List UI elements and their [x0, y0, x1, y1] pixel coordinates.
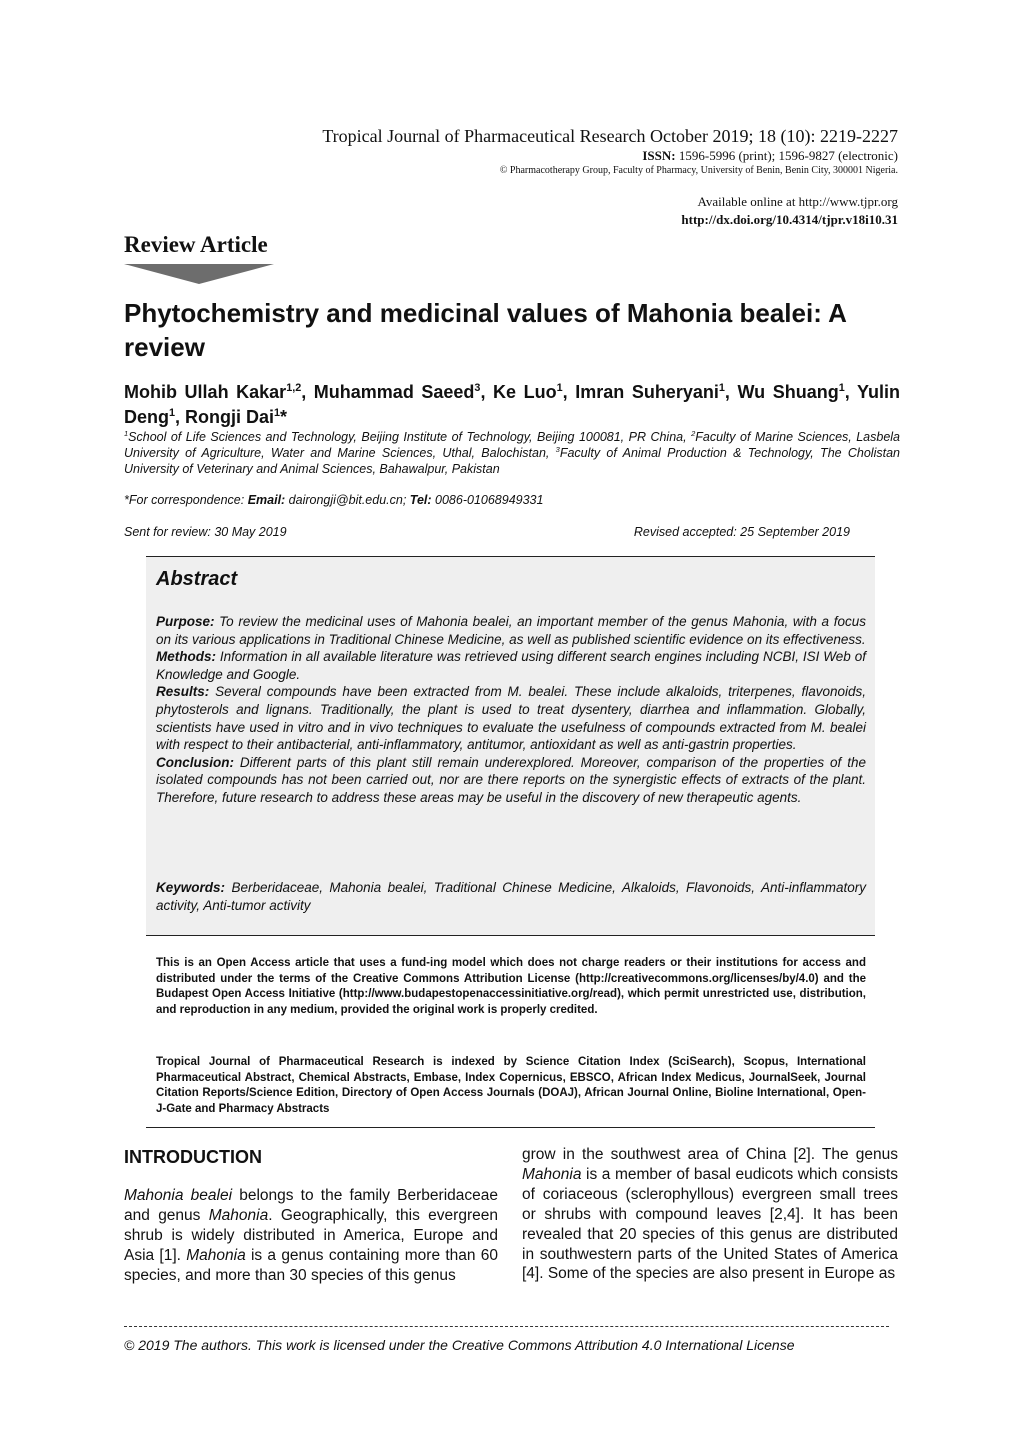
- author-name: Ke Luo: [493, 382, 557, 402]
- methods-text: Information in all available literature was retrieved using different search engines including NCBI, ISI Web of Knowledge and Google.: [156, 649, 866, 682]
- article-type: Review Article: [124, 232, 268, 257]
- issn-line: [642, 148, 898, 164]
- introduction-heading: INTRODUCTION: [124, 1147, 262, 1167]
- intro-text: grow in the southwest area of China [2]. The genus: [522, 1146, 898, 1163]
- footer-license: © 2019 The authors. This work is licensed under the Creative Commons Attribution 4.0 International License: [124, 1337, 795, 1353]
- conclusion-text: Different parts of this plant still remain underexplored. Moreover, comparison of the properties of the isolated compounds has not been carried out, nor are there reports on the synergistic effects of extracts of the plant. Therefore, future research to address these areas may be useful in the discovery of new therapeutic agents.: [156, 754, 866, 805]
- abstract-purpose: [156, 613, 866, 648]
- open-access-box: [146, 935, 875, 1128]
- footer-divider: [124, 1326, 889, 1327]
- genus-name: Mahonia: [186, 1246, 246, 1264]
- author: [737, 382, 857, 402]
- intro-paragraph-1-cont: [522, 1145, 898, 1284]
- author: [314, 382, 493, 402]
- affiliation-text: School of Life Sciences and Technology, Beijing Institute of Technology, Beijing 100081, PR China,: [128, 430, 692, 444]
- correspondence-prefix: *For correspondence:: [124, 493, 248, 507]
- intro-text: is a member of basal eudicots which consists of coriaceous (sclerophyllous) evergreen small trees or shrubs with compound leaves [2,4]. It has been revealed that 20 species of this genus are distributed in southwestern parts of the United States of America [4]. Some of the species are also present in Europe as: [522, 1165, 898, 1283]
- revised-date: Revised accepted: 25 September 2019: [633, 525, 850, 539]
- author-separator: ,: [175, 407, 186, 427]
- author-separator: ,: [844, 382, 857, 402]
- intro-text: belongs to the family Berberidaceae and genus: [124, 1187, 498, 1224]
- author-affiliation-mark: 3: [474, 382, 481, 394]
- author-separator: ,: [480, 382, 494, 402]
- author-affiliation-mark: 1: [169, 407, 176, 419]
- affiliations: [124, 429, 900, 477]
- keywords-text: Berberidaceae, Mahonia bealei, Traditional Chinese Medicine, Alkaloids, Flavonoids, Anti-inflammatory activity, Anti-tumor activity: [156, 880, 866, 913]
- abstract-conclusion: [156, 754, 866, 807]
- affiliation-mark: 3: [555, 444, 560, 454]
- affiliation-mark: 1: [124, 428, 129, 438]
- correspondence: [124, 493, 543, 507]
- species-name: Mahonia bealei: [124, 1187, 233, 1204]
- intro-paragraph-1: [124, 1186, 498, 1286]
- conclusion-label: Conclusion:: [156, 754, 234, 770]
- genus-name: Mahonia: [522, 1165, 582, 1183]
- author-list: [124, 380, 900, 430]
- author: [575, 382, 737, 402]
- email-address[interactable]: dairongji@bit.edu.cn;: [285, 493, 410, 507]
- author-affiliation-mark: 1,2: [286, 382, 302, 394]
- author-affiliation-mark: 1: [838, 382, 845, 394]
- results-text: Several compounds have been extracted from M. bealei. These include alkaloids, triterpenes, flavonoids, phytosterols and lignans. Traditionally, the plant is used to treat dysentery, diarrhea and inflammation. Globally, scientists have used in vitro and in vivo techniques to evaluate the usefulness of compounds extracted from M. bealei with respect to their antibacterial, anti-inflammatory, antitumor, antioxidant as well as anti-gastrin properties.: [156, 684, 866, 753]
- author: [493, 382, 575, 402]
- journal-copyright: © Pharmacotherapy Group, Faculty of Pharmacy, University of Benin, Benin City, 300001 Nigeria.: [499, 165, 898, 176]
- author-affiliation-mark: 1: [274, 407, 281, 419]
- author-separator: ,: [301, 382, 314, 402]
- abstract-body: [156, 613, 866, 807]
- affiliation-text: Faculty of Marine Sciences, Lasbela University of Agriculture, Water and Marine Sciences, Uthal, Balochistan,: [124, 430, 901, 460]
- issn-label: ISSN:: [642, 148, 676, 163]
- article-title: Phytochemistry and medicinal values of Mahonia bealei: A review: [124, 298, 846, 362]
- author-affiliation-mark: 1: [718, 382, 725, 394]
- results-label: Results:: [156, 684, 210, 700]
- author-name: Yulin Deng: [124, 382, 900, 427]
- intro-column-right: [522, 1145, 898, 1284]
- keywords-label: Keywords:: [156, 880, 226, 895]
- author: [124, 382, 314, 402]
- intro-text: . Geographically, this evergreen shrub is widely distributed in America, Europe and Asia [1].: [124, 1206, 498, 1264]
- sent-date: Sent for review: 30 May 2019: [124, 525, 287, 539]
- author-name: Wu Shuang: [737, 382, 839, 402]
- affiliation-text: Faculty of Animal Production & Technology, The Cholistan University of Veterinary and Animal Sciences, Bahawalpur, Pakistan: [124, 446, 900, 476]
- author-affiliation-mark: 1: [556, 382, 563, 394]
- indexing-notice: Tropical Journal of Pharmaceutical Research is indexed by Science Citation Index (SciSearch), Scopus, International Pharmaceutical Abstract, Chemical Abstracts, Embase, Index Copernicus, EBSCO, African Index Medicus, JournalSeek, Journal Citation Reports/Science Edition, Directory of Open Access Journals (DOAJ), African Journal Online, Bioline International, Open-J-Gate and Pharmacy Abstracts: [156, 1056, 866, 1115]
- open-access-notice: This is an Open Access article that uses a fund-ing model which does not charge readers or their institutions for access and distributed under the terms of the Creative Commons Attribution License (http://creativecommons.org/licenses/by/4.0) and the Budapest Open Access Initiative (http://www.budapestopenaccessinitiative.org/read), which permit unrestricted use, distribution, and reproduction in any medium, provided the original work is properly credited.: [156, 957, 866, 1016]
- author-name: Muhammad Saeed: [313, 382, 475, 402]
- keywords: [156, 879, 866, 914]
- methods-label: Methods:: [156, 649, 216, 665]
- purpose-label: Purpose:: [156, 614, 215, 629]
- author: [185, 407, 287, 427]
- abstract-results: [156, 683, 866, 753]
- intro-column-left: [124, 1186, 498, 1286]
- abstract-box: [146, 556, 875, 936]
- doi-link[interactable]: http://dx.doi.org/10.4314/tjpr.v18i10.31: [681, 212, 898, 227]
- email-label: Email:: [247, 493, 286, 507]
- author-name: Rongji Dai: [185, 407, 275, 427]
- intro-text: is a genus containing more than 60 species, and more than 30 species of this genus: [124, 1246, 499, 1284]
- issn-value: 1596-5996 (print); 1596-9827 (electronic): [678, 148, 898, 163]
- abstract-heading: Abstract: [156, 568, 238, 590]
- affiliation-mark: 2: [691, 428, 696, 438]
- section-arrow-icon: [124, 264, 274, 284]
- author-separator: ,: [562, 382, 576, 402]
- author-separator: *: [280, 407, 288, 427]
- purpose-text: To review the medicinal uses of Mahonia bealei, an important member of the genus Mahonia, with a focus on its various applications in Traditional Chinese Medicine, as well as published scientific evidence on its effectiveness.: [156, 614, 866, 647]
- tel-number: 0086-01068949331: [431, 493, 544, 507]
- author-separator: ,: [724, 382, 738, 402]
- author-name: Imran Suheryani: [575, 382, 719, 402]
- abstract-methods: [156, 648, 866, 683]
- available-online[interactable]: Available online at http://www.tjpr.org: [697, 194, 898, 209]
- genus-name: Mahonia: [208, 1206, 269, 1224]
- journal-citation: Tropical Journal of Pharmaceutical Research October 2019; 18 (10): 2219-2227: [322, 126, 898, 146]
- author-name: Mohib Ullah Kakar: [124, 382, 287, 402]
- tel-label: Tel:: [409, 493, 432, 507]
